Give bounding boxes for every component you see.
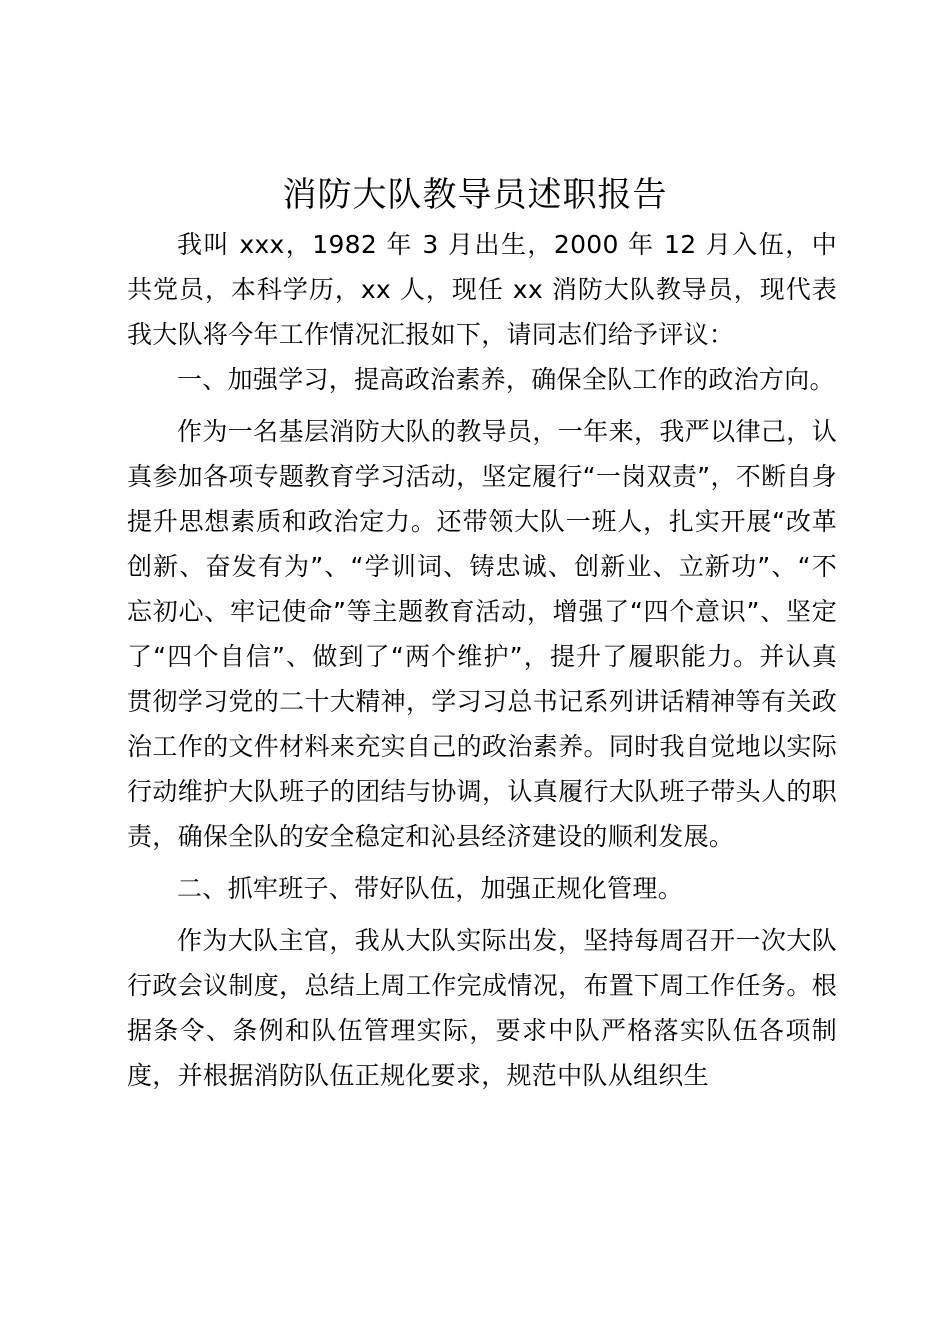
section-1-paragraph: 作为一名基层消防大队的教导员，一年来，我严以律己，认真参加各项专题教育学习活动，坚定履行“一岗双责”，不断自身提升思想素质和政治定力。还带领大队一班人，扎实开展“改革创新、奋发有为”、“学训词、铸忠诚、创新业、立新功”、“不忘初心、牢记使命”等主题教育活动，增强了“四个意识”、坚定了“四个自信”、做到了“两个维护”，提升了履职能力。并认真贯彻学习党的二十大精神，学习习总书记系列讲话精神等有关政治工作的文件材料来充实自己的政治素养。同时我自觉地以实际行动维护大队班子的团结与协调，认真履行大队班子带头人的职责，确保全队的安全稳定和沁县经济建设的顺利发展。 — [127, 417, 837, 851]
section-2-paragraph: 作为大队主官，我从大队实际出发，坚持每周召开一次大队行政会议制度，总结上周工作完成情况，布置下周工作任务。根据条令、条例和队伍管理实际，要求中队严格落实队伍各项制度，并根据消防队伍正规化要求，规范中队从组织生 — [127, 926, 837, 1090]
intro-paragraph: 我叫 xxx，1982 年 3 月出生，2000 年 12 月入伍，中共党员，本科学历，xx 人，现任 xx 消防大队教导员，现代表我大队将今年工作情况汇报如下，请同志们给予评议： — [127, 230, 837, 349]
document-body — [127, 222, 837, 1098]
section-heading-1: 一、加强学习，提高政治素养，确保全队工作的政治方向。 — [177, 365, 835, 394]
document-title: 消防大队教导员述职报告 — [282, 175, 668, 215]
section-heading-2: 二、抓牢班子、带好队伍，加强正规化管理。 — [177, 874, 684, 903]
